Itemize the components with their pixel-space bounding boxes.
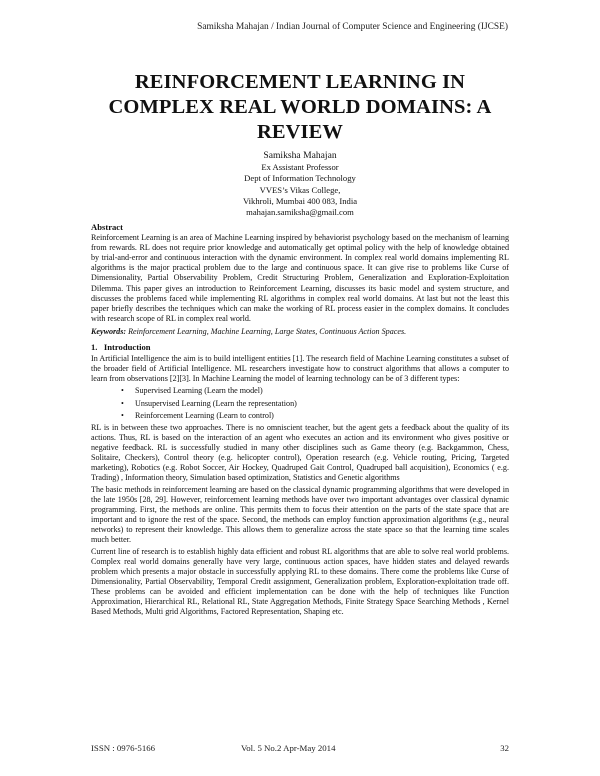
bullet-icon: • xyxy=(121,410,124,420)
author-address: Vikhroli, Mumbai 400 083, India xyxy=(242,195,358,206)
author-name: Samiksha Mahajan xyxy=(263,150,337,161)
author-position: Ex Assistant Professor xyxy=(261,162,339,173)
intro-paragraph-1: In Artificial Intelligence the aim is to build intelligent entities [1]. The research field of Machine Learning constitutes a subset of the broader field of Artificial Intelligence. ML researchers investigate how to construct algorithms that allows a computer to learn from observations [2][3]. In Machine Learning the model of learning technology can be of 3 different types: xyxy=(91,354,509,384)
abstract-body: Reinforcement Learning is an area of Machine Learning inspired by behaviorist psychology based on the mechanism of learning from rewards. RL does not require prior knowledge and automatically get optimal policy with the help of knowledge obtained by trial-and-error and continuous interaction with the dynamic environment. In complex real world domains implementing RL algorithms is the major practical problem due to the large and continuous space. It can give rise to problems like Curse of Dimensionality, Partial Observability Problem, Credit Structuring Problem, Generalization and Exploration-Exploitation Dilemma. This paper gives an introduction to Reinforcement Learning, discusses its basic model and system structure, and discusses the problems faced while implementing RL algorithms in complex real world domains. At last but not the least this paper briefly describes the techniques which can make the working of RL process easier in the complex domains. It concludes with research scope of RL in complex real world. xyxy=(91,233,509,323)
paper-title: REINFORCEMENT LEARNING IN COMPLEX REAL WORLD DOMAINS: A REVIEW xyxy=(108,71,492,143)
keywords-label: Keywords: xyxy=(91,326,127,336)
list-item: • Unsupervised Learning (Learn the representation) xyxy=(121,398,297,408)
author-block xyxy=(0,150,600,218)
learning-types-list xyxy=(91,386,509,420)
intro-paragraph-3: The basic methods in reinforcement learning are based on the classical dynamic programming algorithms that were developed in the late 1950s [28, 29]. However, reinforcement learning methods have over two important advantages over classical dynamic programming. First, the methods are online. This permits them to focus their attention on the parts of the state space that are important and to ignore the rest of the space. Second, the methods can employ function approximation algorithms (e.g., neural networks) to represent their knowledge. This allows them to generalize across the state space so that the learning time scales much better. xyxy=(91,484,509,545)
author-college: VVES’s Vikas College, xyxy=(259,184,341,195)
section-heading-introduction: 1. Introduction xyxy=(91,342,151,353)
author-department: Dept of Information Technology xyxy=(244,173,356,184)
footer-volume: Vol. 5 No.2 Apr-May 2014 xyxy=(241,743,336,753)
main-content xyxy=(91,222,509,619)
list-item: • Reinforcement Learning (Learn to control) xyxy=(121,410,274,420)
abstract-heading: Abstract xyxy=(91,222,123,232)
running-head: Samiksha Mahajan / Indian Journal of Computer Science and Engineering (IJCSE) xyxy=(197,22,508,32)
intro-paragraph-4: Current line of research is to establish highly data efficient and robust RL algorithms that are able to solve real world problems. Complex real world domains generally have very large, continuous action spaces, have hidden states and delayed rewards problem which presents a major obstacle in successfully applying RL to these domains. There come the problems like Curse of Dimensionality, Partial Observability, Temporal Credit assignment, Generalization problem, Exploration-exploitation trade off. These problems can be avoided and efficient implementation can be done with the help of techniques like Function Approximation, Hierarchical RL, Relational RL, State Aggregation Methods, Finite Strategy Space Searching Methods , Kernel Based Methods, Multi grid Algorithms, Factored Representation, Shaping etc. xyxy=(91,546,509,617)
page-number: 32 xyxy=(500,743,509,753)
author-email[interactable]: mahajan.samiksha@gmail.com xyxy=(246,207,354,218)
list-item: • Supervised Learning (Learn the model) xyxy=(121,386,263,396)
keywords xyxy=(91,327,509,337)
footer-issn: ISSN : 0976-5166 xyxy=(91,743,156,753)
intro-paragraph-2: RL is in between these two approaches. There is no omniscient teacher, but the agent gets a feedback about the quality of its actions. Thus, RL is based on the interaction of an agent who executes an action and its environment who gives positive or negative feedback. RL is successfully studied in many other disciplines such as Game theory (e.g. Backgammon, Chess, Solitaire, Checkers), Control theory (e.g. helicopter control), Operation research (e.g. Vehicle routing, Pricing, Targeted marketing), Robotics (e.g. Robot Soccer, Air Hockey, Quadruped Gait Control, Quadruped ball acquisition), Economics ( e.g. Trading) , Information theory, Simulation based optimization, Statistics and Genetic algorithms xyxy=(91,422,509,483)
bullet-icon: • xyxy=(121,386,124,396)
keywords-text: Reinforcement Learning, Machine Learning, Large States, Continuous Action Spaces. xyxy=(128,326,407,336)
bullet-icon: • xyxy=(121,398,124,408)
